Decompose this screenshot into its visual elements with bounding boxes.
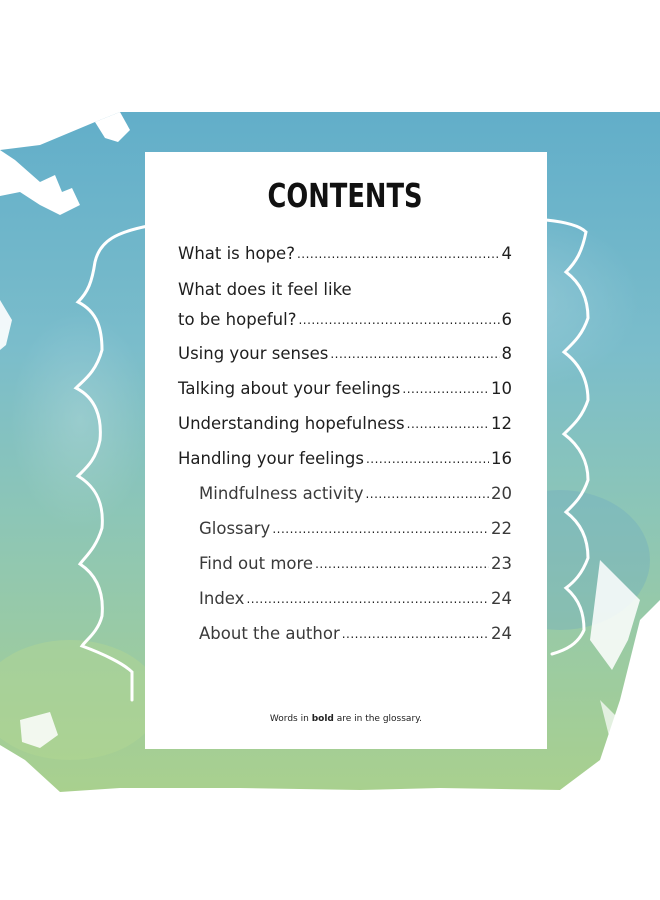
toc-subentry-label: Mindfulness activity: [199, 484, 364, 503]
toc-subentry: [199, 484, 512, 504]
toc-entry-label: Using your senses: [178, 344, 329, 363]
toc-leader-dots: [402, 382, 489, 396]
toc-entry: [178, 379, 512, 399]
toc-leader-dots: [298, 313, 499, 327]
toc-subentry-label: Find out more: [199, 554, 314, 573]
toc-subentry: [199, 519, 512, 539]
page-title: CONTENTS: [267, 176, 423, 215]
glossary-note-after: are in the glossary.: [336, 714, 423, 724]
glossary-note-before: Words in: [269, 714, 309, 724]
toc-subentry: [199, 624, 512, 644]
toc-entry-label: Understanding hopefulness: [178, 414, 405, 433]
toc-leader-dots: [315, 557, 489, 571]
glossary-note: [145, 714, 547, 724]
toc-subentry-label: Glossary: [199, 519, 271, 538]
toc-subentry-page: 20: [491, 484, 512, 503]
toc-entry-label: Talking about your feelings: [178, 379, 401, 398]
toc-leader-dots: [330, 347, 499, 361]
toc-entry-page: 10: [491, 379, 512, 398]
toc-entry-label-line1: What does it feel like: [178, 280, 352, 299]
toc-entry: [178, 449, 512, 469]
toc-leader-dots: [272, 522, 489, 536]
toc-leader-dots: [342, 627, 489, 641]
toc-entry-page: 12: [491, 414, 512, 433]
glossary-note-bold: bold: [311, 714, 334, 724]
toc-subentry-page: 24: [491, 624, 512, 643]
toc-entry-page: 16: [491, 449, 512, 468]
toc-entry: [178, 344, 512, 364]
toc-subentry-page: 24: [491, 589, 512, 608]
toc-subentry: [199, 589, 512, 609]
toc-entry-label: Handling your feelings: [178, 449, 364, 468]
toc-subentry-page: 23: [491, 554, 512, 573]
toc-subentry: [199, 554, 512, 574]
toc-entry-label: What is hope?: [178, 244, 295, 263]
toc-entry-label: to be hopeful?: [178, 310, 297, 329]
toc-leader-dots: [297, 247, 500, 261]
toc-entry: [178, 414, 512, 434]
toc-entry-page: 8: [501, 344, 512, 363]
toc-entry-page: 4: [501, 244, 512, 263]
toc-subentry-page: 22: [491, 519, 512, 538]
toc-entry: [178, 244, 512, 264]
toc-subentry-label: About the author: [199, 624, 340, 643]
toc-leader-dots: [407, 417, 489, 431]
toc-entry: [178, 310, 512, 330]
toc-leader-dots: [366, 452, 489, 466]
toc-leader-dots: [365, 487, 489, 501]
toc-leader-dots: [246, 592, 489, 606]
toc-entry-page: 6: [501, 310, 512, 329]
toc-subentry-label: Index: [199, 589, 245, 608]
